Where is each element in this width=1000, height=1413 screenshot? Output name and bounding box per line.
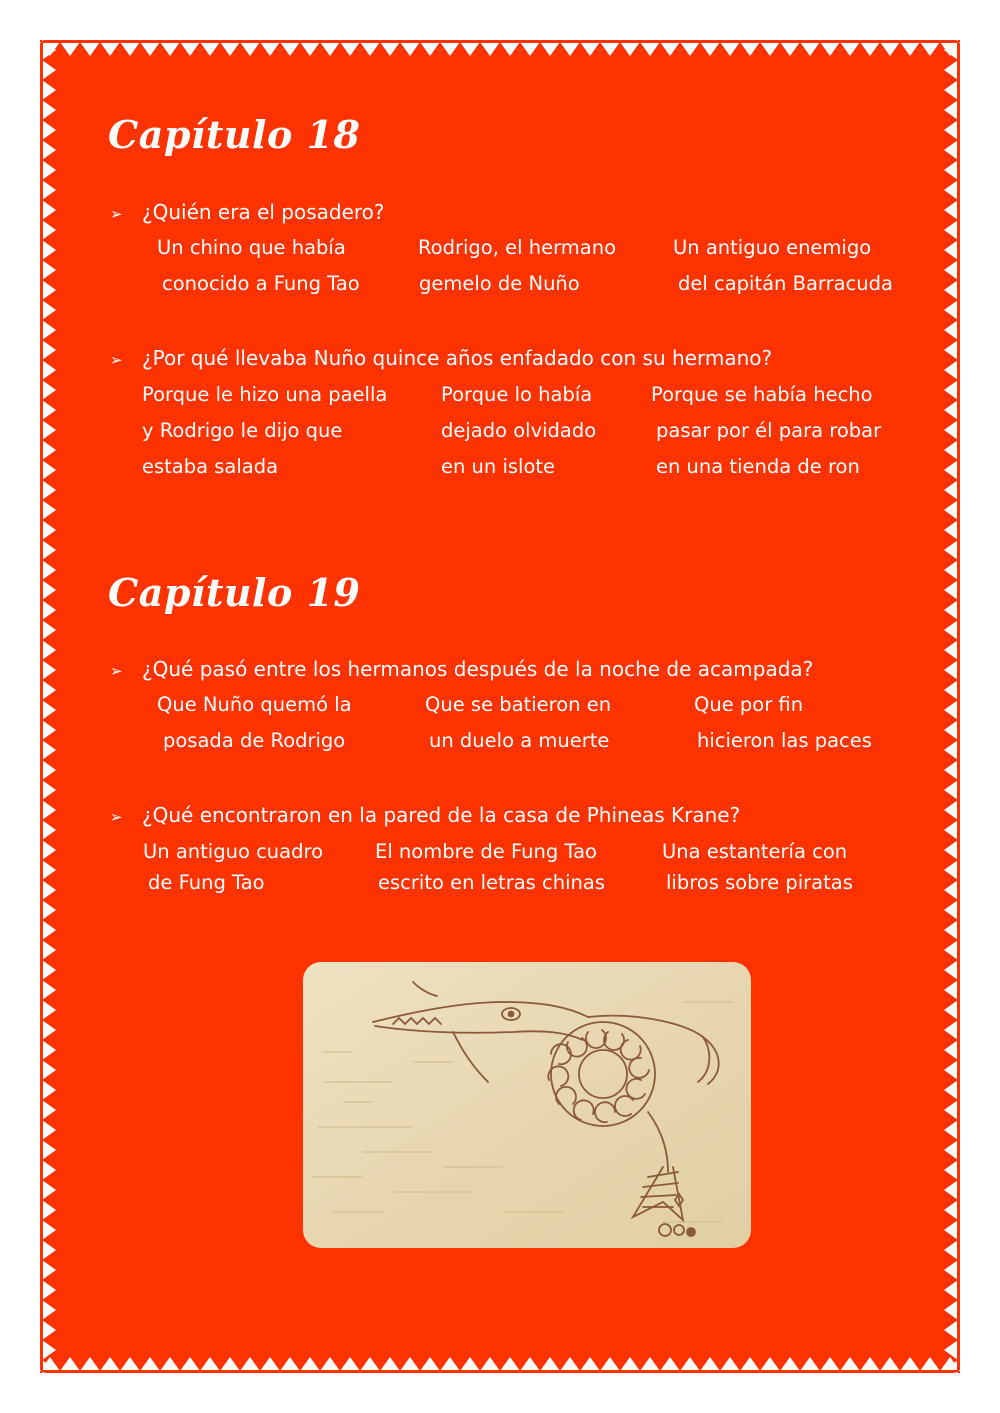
question-text: ¿Quién era el posadero?	[142, 200, 385, 224]
option-4a-line-2[interactable]: de Fung Tao	[148, 871, 265, 894]
option-3a-line-2[interactable]: posada de Rodrigo	[163, 729, 346, 752]
fish-illustration	[303, 962, 751, 1248]
option-3c-line-1[interactable]: Que por fin	[694, 693, 804, 716]
option-1b-line-2[interactable]: gemelo de Nuño	[419, 272, 580, 295]
option-2b-line-1[interactable]: Porque lo había	[441, 383, 593, 406]
arrow-bullet-icon: ➢	[110, 662, 123, 680]
option-1a-line-2[interactable]: conocido a Fung Tao	[162, 272, 360, 295]
parchment-background	[303, 962, 751, 1248]
option-1c-line-1[interactable]: Un antiguo enemigo	[673, 236, 872, 259]
option-1c-line-2[interactable]: del capitán Barracuda	[678, 272, 893, 295]
chapter-19-title: Capítulo 19	[108, 570, 361, 615]
option-4b-line-2[interactable]: escrito en letras chinas	[378, 871, 605, 894]
arrow-bullet-icon: ➢	[110, 808, 123, 826]
option-1b-line-1[interactable]: Rodrigo, el hermano	[418, 236, 616, 259]
option-2a-line-1[interactable]: Porque le hizo una paella	[142, 383, 388, 406]
fish-drawing-icon	[303, 962, 751, 1248]
option-2c-line-1[interactable]: Porque se había hecho	[651, 383, 873, 406]
option-3b-line-2[interactable]: un duelo a muerte	[429, 729, 610, 752]
option-2c-line-2[interactable]: pasar por él para robar	[656, 419, 882, 442]
option-3a-line-1[interactable]: Que Nuño quemó la	[157, 693, 352, 716]
option-4c-line-1[interactable]: Una estantería con	[662, 840, 848, 863]
chapter-18-title: Capítulo 18	[108, 112, 361, 157]
question-text: ¿Qué pasó entre los hermanos después de la noche de acampada?	[142, 657, 814, 681]
option-2b-line-3[interactable]: en un islote	[441, 455, 556, 478]
arrow-bullet-icon: ➢	[110, 351, 123, 369]
option-4b-line-1[interactable]: El nombre de Fung Tao	[375, 840, 597, 863]
arrow-bullet-icon: ➢	[110, 205, 123, 223]
question-text: ¿Por qué llevaba Nuño quince años enfadado con su hermano?	[142, 346, 773, 370]
option-1a-line-1[interactable]: Un chino que había	[157, 236, 346, 259]
question-text: ¿Qué encontraron en la pared de la casa de Phineas Krane?	[142, 803, 741, 827]
option-3b-line-1[interactable]: Que se batieron en	[425, 693, 612, 716]
option-4a-line-1[interactable]: Un antiguo cuadro	[143, 840, 323, 863]
fish-pupil	[509, 1012, 514, 1017]
question-4	[110, 803, 740, 827]
option-2a-line-3[interactable]: estaba salada	[142, 455, 279, 478]
option-2b-line-2[interactable]: dejado olvidado	[441, 419, 597, 442]
question-1	[110, 200, 385, 224]
option-4c-line-2[interactable]: libros sobre piratas	[666, 871, 853, 894]
option-3c-line-2[interactable]: hicieron las paces	[697, 729, 872, 752]
bubble-3	[687, 1228, 695, 1236]
option-2a-line-2[interactable]: y Rodrigo le dijo que	[142, 419, 343, 442]
question-3	[110, 657, 813, 681]
question-2	[110, 346, 772, 370]
option-2c-line-3[interactable]: en una tienda de ron	[656, 455, 860, 478]
